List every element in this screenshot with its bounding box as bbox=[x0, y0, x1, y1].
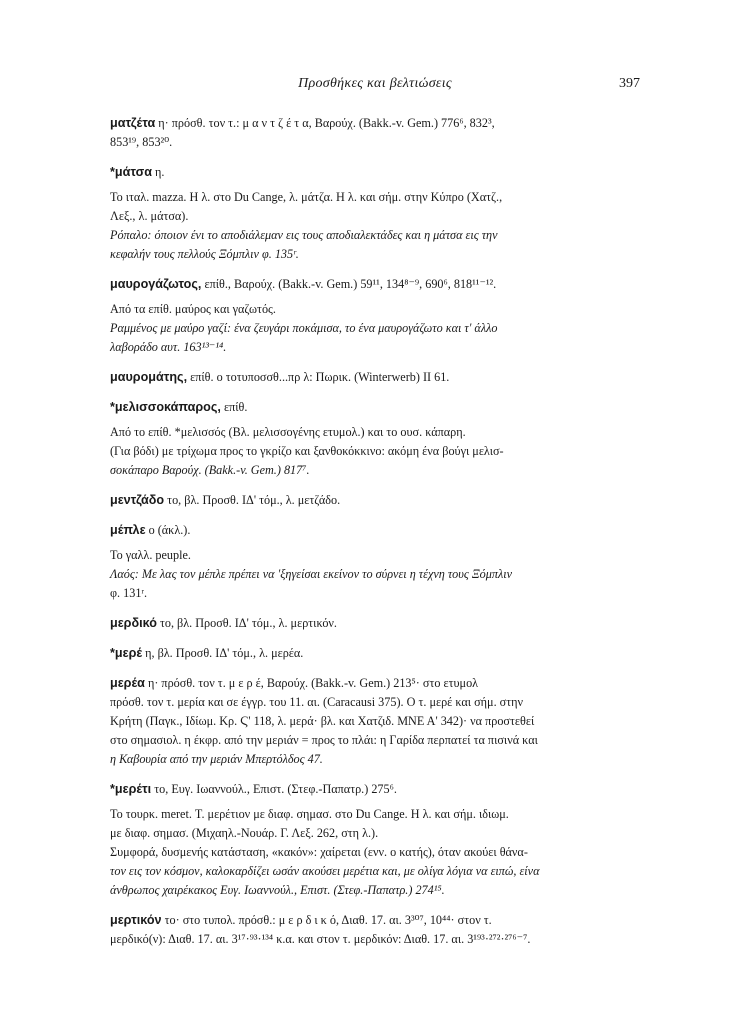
entry-text: 853¹⁹, 853²⁰. bbox=[110, 135, 173, 149]
entry-text: στο σημασιολ. η έκφρ. από την μεριάν = προς το πλάι: η Γαρίδα περπατεί τα πισινά και bbox=[110, 733, 538, 747]
entry-mentzado bbox=[110, 491, 640, 510]
entry-mereti bbox=[110, 780, 640, 900]
definition-text: σοκάπαρο Βαρούχ. (Bakk.-v. Gem.) 817⁷. bbox=[110, 463, 310, 477]
entry-mavromatis bbox=[110, 368, 640, 387]
etymology-text: Λεξ., λ. μάτσα). bbox=[110, 209, 189, 223]
definition-text: Λαός: Με λας τον μέπλε πρέπει να 'ξηγείσαι εκείνον το σύρνει η τέχνη τους Ξόμπλιν bbox=[110, 567, 513, 581]
entry-mertikon bbox=[110, 911, 640, 949]
entry-lemma: μεντζάδο bbox=[110, 493, 165, 507]
entry-matzeta bbox=[110, 114, 640, 152]
entry-pos: επίθ. bbox=[223, 400, 248, 414]
entry-text: η, βλ. Προσθ. ΙΔ' τόμ., λ. μερέα. bbox=[145, 646, 304, 660]
entry-lemma: μερέα bbox=[110, 676, 145, 690]
entry-lemma: μαυρογάζωτος, bbox=[110, 277, 202, 291]
entry-lemma: ματζέτα bbox=[110, 116, 156, 130]
entry-pos: ο (άκλ.). bbox=[148, 523, 191, 537]
definition-text: φ. 131ʳ. bbox=[110, 586, 148, 600]
page-number: 397 bbox=[619, 76, 640, 91]
entry-text: Κρήτη (Παγκ., Ιδίωμ. Κρ. Ϛ' 118, λ. μερά· βλ. και Χατζιδ. ΜΝΕ Α' 342)· να προστεθεί bbox=[110, 714, 535, 728]
entry-merdiko bbox=[110, 614, 640, 633]
definition-text: κεφαλήν τους πελλούς Ξόμπλιν φ. 135ʳ. bbox=[110, 247, 299, 261]
entry-lemma: μερδικό bbox=[110, 616, 157, 630]
entry-text: το, Ευγ. Ιωαννούλ., Επιστ. (Στεφ.-Παπατρ.) 275⁶. bbox=[154, 782, 397, 796]
entry-lemma: μερτικόν bbox=[110, 913, 162, 927]
entries bbox=[110, 114, 640, 949]
entry-text: επίθ., Βαρούχ. (Bakk.-v. Gem.) 59¹¹, 134⁸⁻⁹, 690⁶, 818¹¹⁻¹². bbox=[204, 277, 497, 291]
entry-lemma: μαυρομάτης, bbox=[110, 370, 188, 384]
running-title: Προσθήκες και βελτιώσεις bbox=[298, 76, 452, 91]
entry-matsa bbox=[110, 163, 640, 264]
page-header bbox=[110, 76, 640, 96]
entry-text: η· πρόσθ. τον τ. μ ε ρ έ, Βαρούχ. (Bakk.-v. Gem.) 213⁵· στο ετυμολ bbox=[147, 676, 479, 690]
entry-text: επίθ. ο τοτυποσσθ...πρ λ: Πωρικ. (Winterwerb) II 61. bbox=[190, 370, 450, 384]
entry-lemma: *μερέ bbox=[110, 646, 143, 660]
definition-text: Ρόπαλο: όποιον ένι το αποδιάλεμαν εις τους αποδιαλεκτάδες και η μάτσα εις την bbox=[110, 228, 498, 242]
definition-text: (Για βόδι) με τρίχωμα προς το γκρίζο και ξανθοκόκκινο: ακόμη ένα βούγι μελισ- bbox=[110, 444, 504, 458]
etymology-text: Από τα επίθ. μαύρος και γαζωτός. bbox=[110, 302, 276, 316]
entry-merea bbox=[110, 674, 640, 769]
entry-lemma: *μάτσα bbox=[110, 165, 152, 179]
etymology-text: Το τουρκ. meret. Τ. μερέτιον με διαφ. σημασ. στο Du Cange. Η λ. και σήμ. ιδιωμ. bbox=[110, 807, 509, 821]
etymology-text: με διαφ. σημασ. (Μιχαηλ.-Νουάρ. Γ. Λεξ. 262, στη λ.). bbox=[110, 826, 379, 840]
entry-meple bbox=[110, 521, 640, 603]
entry-mere bbox=[110, 644, 640, 663]
entry-text: η Καβουρία από την μεριάν Μπερτόλδος 47. bbox=[110, 752, 323, 766]
definition-text: Ραμμένος με μαύρο γαζί: ένα ζευγάρι ποκάμισα, το ένα μαυρογάζωτο και τ' άλλο bbox=[110, 321, 498, 335]
entry-lemma: μέπλε bbox=[110, 523, 146, 537]
definition-text: λαβοράδο αυτ. 163¹³⁻¹⁴. bbox=[110, 340, 227, 354]
entry-text: το· στο τυπολ. πρόσθ.: μ ε ρ δ ι κ ό, Διαθ. 17. αι. 3³⁰⁷, 10⁴⁴· στον τ. bbox=[164, 913, 492, 927]
entry-text: το, βλ. Προσθ. ΙΔ' τόμ., λ. μερτικόν. bbox=[159, 616, 337, 630]
entry-melissokaparos bbox=[110, 398, 640, 480]
etymology-text: Το ιταλ. mazza. Η λ. στο Du Cange, λ. μάτζα. Η λ. και σήμ. στην Κύπρο (Χατζ., bbox=[110, 190, 503, 204]
entry-text: μερδικό(ν): Διαθ. 17. αι. 3¹⁷·⁹³·¹³⁴ κ.α. και στον τ. μερδικόν: Διαθ. 17. αι. 3¹⁹³·²⁷²·²⁷⁶⁻⁷. bbox=[110, 932, 531, 946]
entry-lemma: *μελισσοκάπαρος, bbox=[110, 400, 221, 414]
etymology-text: Από το επίθ. *μελισσός (Βλ. μελισσογένης ετυμολ.) και το ουσ. κάπαρη. bbox=[110, 425, 466, 439]
entry-text: πρόσθ. τον τ. μερία και σε έγγρ. του 11. αι. (Caracausi 375). Ο τ. μερέ και σήμ. στην bbox=[110, 695, 524, 709]
entry-lemma: *μερέτι bbox=[110, 782, 152, 796]
entry-mavrogazotos bbox=[110, 275, 640, 357]
definition-text: τον εις τον κόσμον, καλοκαρδίζει ωσάν ακούσει μερέτια και, με ολίγα λόγια να ειπώ, είνα bbox=[110, 864, 540, 878]
entry-text: η· πρόσθ. τον τ.: μ α ν τ ζ έ τ α, Βαρούχ. (Bakk.-v. Gem.) 776⁶, 832³, bbox=[158, 116, 495, 130]
definition-text: άνθρωπος χαιρέκακος Ευγ. Ιωαννούλ., Επιστ. (Στεφ.-Παπατρ.) 274¹⁵. bbox=[110, 883, 445, 897]
entry-text: το, βλ. Προσθ. ΙΔ' τόμ., λ. μετζάδο. bbox=[167, 493, 341, 507]
definition-text: Συμφορά, δυσμενής κατάσταση, «κακόν»: χαίρεται (ενν. ο κατής), όταν ακούει θάνα- bbox=[110, 845, 528, 859]
entry-pos: η. bbox=[155, 165, 165, 179]
etymology-text: Το γαλλ. peuple. bbox=[110, 548, 191, 562]
